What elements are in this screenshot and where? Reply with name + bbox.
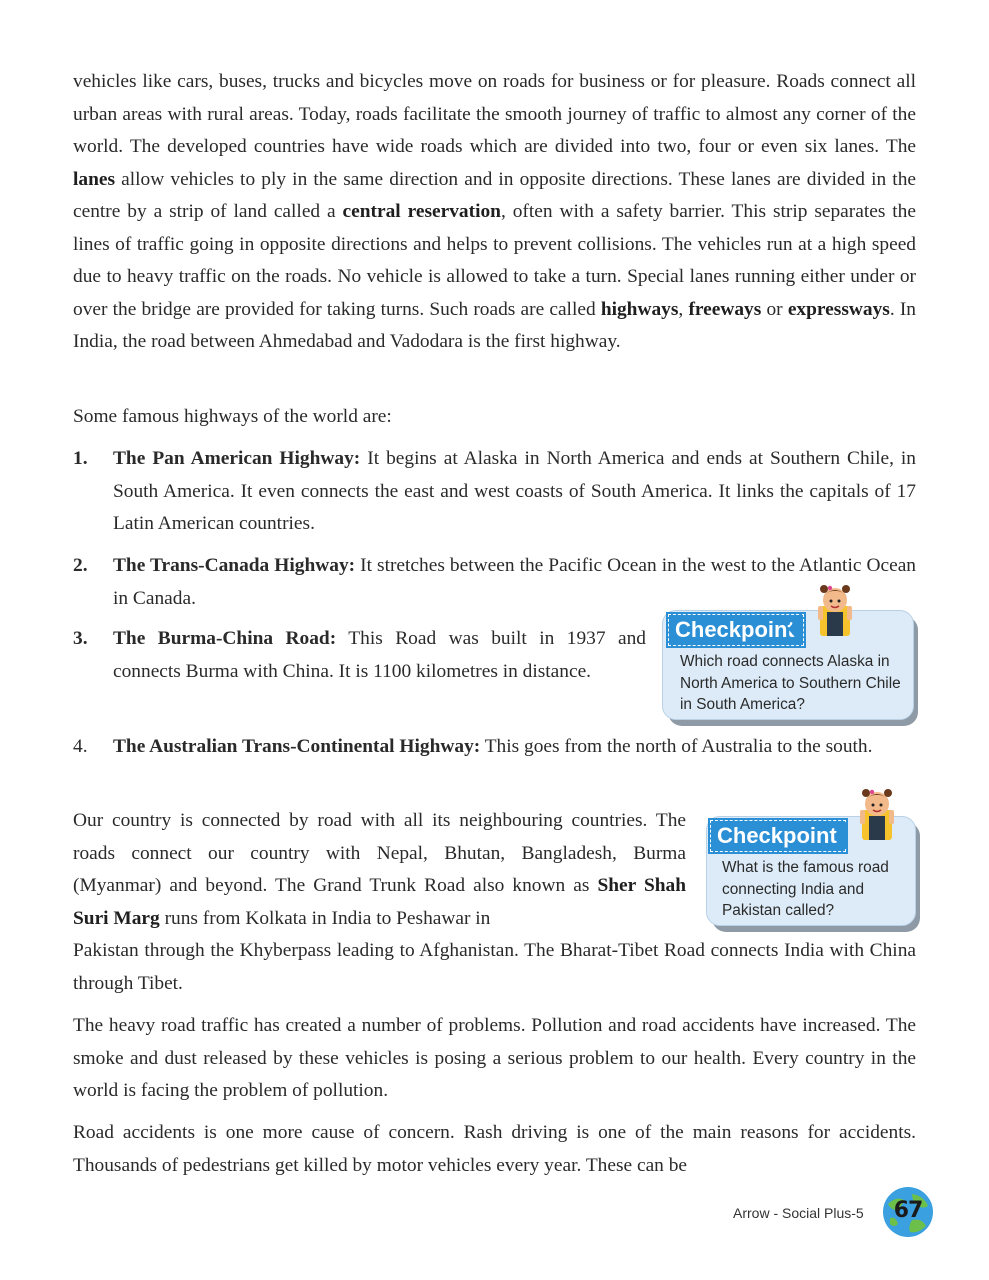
list-item-burma-china: The Burma-China Road: This Road was built in 1937 and connects Burma with China. It is 1100 kilometres in distance. [113, 628, 646, 682]
list-item-trans-canada: The Trans-Canada Highway: It stretches between the Pacific Ocean in the west to the Atlantic Ocean in Canada. [113, 555, 916, 609]
term-central-reservation: central reservation [342, 201, 501, 222]
accidents-paragraph: Road accidents is one more cause of concern. Rash driving is one of the main reasons for accidents. Thousands of pedestrians get killed by motor vehicles every year. These can be [73, 1122, 916, 1176]
term-expressways: expressways [787, 298, 890, 320]
checkpoint-question: Which road connects Alaska in North America to Southern Chile in South America? [680, 653, 901, 713]
term-sher-shah-suri-marg: Sher Shah Suri Marg [73, 875, 686, 929]
checkpoint-label: Checkpoint [668, 614, 804, 646]
list-number: 3. [73, 628, 88, 649]
list-number: 4. [73, 736, 88, 757]
girl-mascot-icon [812, 580, 858, 638]
page-number: 67 [893, 1198, 923, 1223]
list-number: 2. [73, 555, 88, 576]
list-item-australian: The Australian Trans-Continental Highway: This goes from the north of Australia to the south. [113, 736, 873, 757]
checkpoint-question: What is the famous road connecting India and Pakistan called? [722, 859, 889, 919]
list-number: 1. [73, 448, 88, 469]
term-highways: highways [600, 298, 679, 320]
checkpoint-label: Checkpoint [710, 820, 846, 852]
famous-highways-intro: Some famous highways of the world are: [73, 406, 392, 427]
girl-mascot-icon [854, 784, 900, 842]
list-item-pan-american: The Pan American Highway: It begins at Alaska in North America and ends at Southern Chile, in South America. It even connects the east and west coasts of South America. It links the capitals of 17 Latin American countries. [113, 448, 917, 534]
problems-paragraph: The heavy road traffic has created a number of problems. Pollution and road accidents have increased. The smoke and dust released by these vehicles is posing a serious problem to our health. Every country in the world is facing the problem of pollution. [73, 1015, 916, 1101]
term-freeways: freeways [688, 298, 762, 320]
term-lanes: lanes [73, 168, 116, 190]
intro-paragraph: vehicles like cars, buses, trucks and bicycles move on roads for business or for pleasure. Roads connect all urban areas with rural areas. Today, roads facilitate the smooth journey of traffic to almost any corner of the world. The developed countries have wide roads which are divided into two, four or even six lanes. The lanes allow vehicles to ply in the same direction and in opposite directions. These lanes are divided in the centre by a strip of land called a central reservation, often with a safety barrier. This strip separates the lines of traffic going in opposite directions and helps to prevent collisions. The vehicles run at a high speed due to heavy traffic on the roads. No vehicle is allowed to take a turn. Special lanes running either under or over the bridge are provided for taking turns. Such roads are called highways, freeways or expressways. In India, the road between Ahmedabad and Vadodara is the first highway. [73, 71, 916, 352]
checkpoint-box-2 [704, 784, 924, 934]
checkpoint-box-1 [660, 578, 922, 728]
footer-book-title: Arrow - Social Plus-5 [733, 1205, 864, 1221]
checkpoint-arrow-icon [788, 613, 802, 645]
checkpoint-arrow-icon [834, 819, 848, 851]
country-paragraph-top: Our country is connected by road with all its neighbouring countries. The roads connect our country with Nepal, Bhutan, Bangladesh, Burma (Myanmar) and beyond. The Grand Trunk Road also known as Sher Shah Suri Marg runs from Kolkata in India to Peshawar in [73, 810, 686, 929]
country-paragraph-bottom: Pakistan through the Khyberpass leading to Afghanistan. The Bharat-Tibet Road connects India with China through Tibet. [73, 940, 916, 994]
